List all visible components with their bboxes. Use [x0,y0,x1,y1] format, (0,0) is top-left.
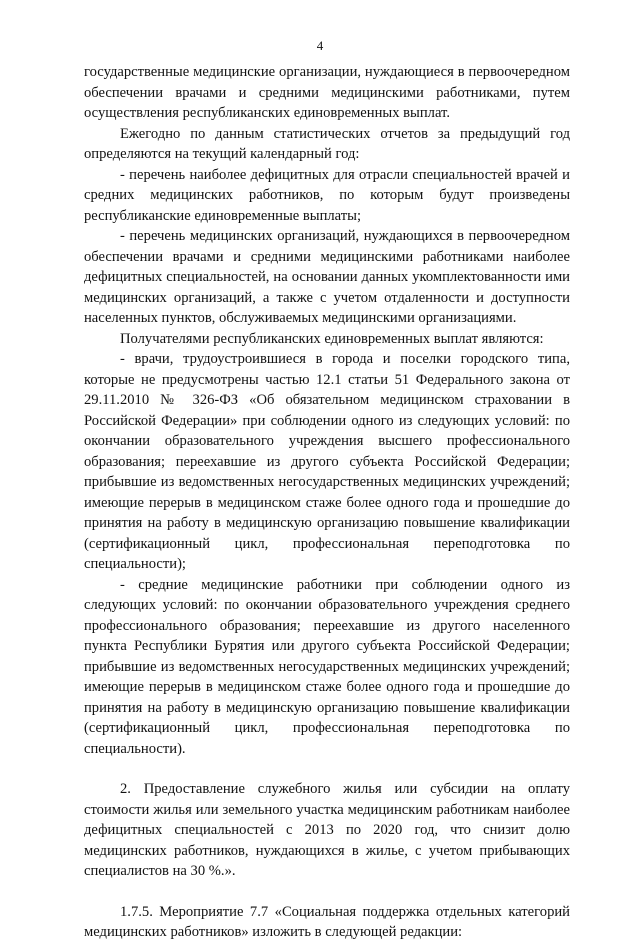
section-gap [84,882,570,902]
paragraph-4: - перечень медицинских организаций, нуждающихся в первоочередном обеспечении врачами и средними медицинскими работниками наиболее дефицитных специальностей, на основании данных укомплектованности ими медицинских организаций, а также с учетом отдаленности и доступности населенных пунктов, обслуживаемых медицинскими организациями. [84,228,570,326]
paragraph-8: 2. Предоставление служебного жилья или субсидии на оплату стоимости жилья или земельного участка медицинским работникам наиболее дефицитных специальностей с 2013 по 2020 год, что снизит долю медицинских работников, нуждающихся в жилье, с учетом прибывающих специалистов на 30 %.». [84,781,570,879]
paragraph-7: - средние медицинские работники при соблюдении одного из следующих условий: по окончании образовательного учреждения среднего профессионального образования; переехавшие из другого населенного пункта Республики Бурятия или другого субъекта Российской Федерации; прибывшие из ведомственных негосударственных медицинских учреждений; имеющие перерыв в медицинском стаже более одного года и прошедшие до принятия на работу в медицинскую организацию повышение квалификации (сертификационный цикл, профессиональная переподготовка по специальности). [84,576,570,757]
document-body [84,62,570,943]
paragraph-2: Ежегодно по данным статистических отчетов за предыдущий год определяются на текущий календарный год: [84,125,570,162]
paragraph-5: Получателями республиканских единовременных выплат являются: [120,330,544,347]
paragraph-3: - перечень наиболее дефицитных для отрасли специальностей врачей и средних медицинских работников, по которым будут произведены республиканские единовременные выплаты; [84,166,570,224]
paragraph-9: 1.7.5. Мероприятие 7.7 «Социальная поддержка отдельных категорий медицинских работников» изложить в следующей редакции: [84,903,570,940]
page-number: 4 [316,38,324,53]
section-gap [84,759,570,779]
paragraph-6: - врачи, трудоустроившиеся в города и поселки городского типа, которые не предусмотрены частью 12.1 статьи 51 Федерального закона от 29.11.2010 № 326-ФЗ «Об обязательном медицинском страховании в Российской Федерации» при соблюдении одного из следующих условий: по окончании образовательного учреждения высшего профессионального образования; переехавшие из другого субъекта Российской Федерации; прибывшие из ведомственных негосударственных медицинских учреждений; имеющие перерыв в медицинском стаже более одного года и прошедшие до принятия на работу в медицинскую организацию повышение квалификации (сертификационный цикл, профессиональная переподготовка по специальности); [84,351,570,572]
paragraph-1: государственные медицинские организации, нуждающиеся в первоочередном обеспечении врачами и средними медицинскими работниками, путем осуществления республиканских единовременных выплат. [84,64,570,121]
